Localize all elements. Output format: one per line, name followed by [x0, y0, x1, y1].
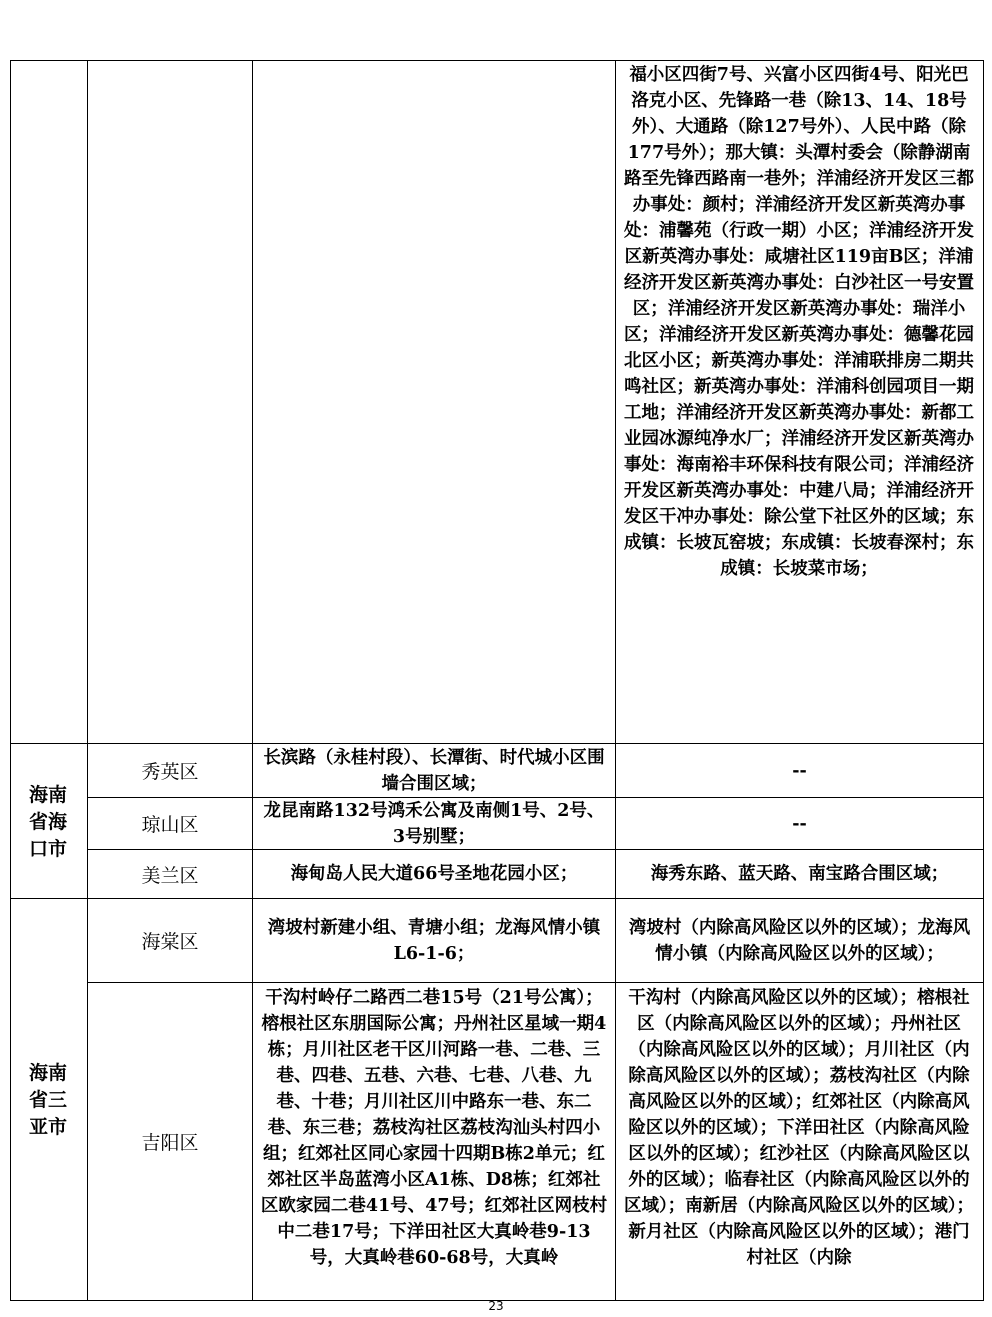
district-jiyang: 吉阳区	[141, 1132, 199, 1154]
district-xiuying: 秀英区	[141, 761, 199, 783]
district-haitang: 海棠区	[141, 931, 199, 953]
table-border-left	[10, 60, 11, 1301]
high-risk-qiongshan: 龙昆南路132号鸿禾公寓及南侧1号、2号、3号别墅；	[263, 800, 605, 847]
column-rule-3	[615, 60, 616, 1301]
province-haikou: 海南省海口市	[28, 783, 67, 860]
column-rule-2	[252, 60, 253, 1301]
high-risk-xiuying: 长滨路（永桂村段）、长潭街、时代城小区围墙合围区域；	[263, 747, 605, 794]
high-risk-jiyang: 干沟村岭仔二路西二巷15号（21号公寓）；榕根社区东朋国际公寓；丹州社区星域一期4栋；月川社区老干区川河路一巷、二巷、三巷、四巷、五巷、六巷、七巷、八巷、九巷、十巷；月川社区川中路东一巷、东二巷、东三巷；荔枝沟社区荔枝沟汕头村四小组；红郊社区同心家园十四期B栋2单元；红郊社区半岛蓝湾小区A1栋、D8栋；红郊社区欧家园二巷41号、47号；红郊社区网枝村中二巷17号；下洋田社区大真岭巷9-13号，大真岭巷60-68号，大真岭	[260, 988, 608, 1268]
medium-risk-jiyang: 干沟村（内除高风险区以外的区域）；榕根社区（内除高风险区以外的区域）；丹州社区（内除高风险区以外的区域）；月川社区（内除高风险区以外的区域）；荔枝沟社区（内除高风险区以外的区域）；红郊社区（内除高风险区以外的区域）；下洋田社区（内除高风险区以外的区域）；红沙社区（内除高风险区以外的区域）；临春社区（内除高风险区以外的区域）；南新居（内除高风险区以外的区域）；新月社区（内除高风险区以外的区域）；港门村社区（内除	[624, 988, 974, 1268]
high-risk-haitang: 湾坡村新建小组、青塘小组；龙海风情小镇L6-1-6；	[267, 917, 601, 964]
medium-risk-meilan: 海秀东路、蓝天路、南宝路合围区域；	[650, 864, 949, 884]
district-meilan: 美兰区	[141, 864, 199, 887]
medium-risk-qiongshan: --	[792, 813, 807, 834]
district-qiongshan: 琼山区	[141, 814, 199, 836]
table-border-right	[983, 60, 984, 1301]
high-risk-meilan: 海甸岛人民大道66号圣地花园小区；	[290, 864, 578, 884]
province-sanya: 海南省三亚市	[28, 1061, 67, 1138]
page-number: 23	[488, 1299, 504, 1313]
medium-risk-haitang: 湾坡村（内除高风险区以外的区域）；龙海风情小镇（内除高风险区以外的区域）；	[628, 917, 971, 964]
table-border-top	[10, 60, 984, 61]
continuation-medium-risk-text: 福小区四街7号、兴富小区四街4号、阳光巴洛克小区、先锋路一巷（除13、14、18号外）、大通路（除127号外）、人民中路（除177号外）；那大镇：头潭村委会（除静湖南路至先锋西路南一巷外；洋浦经济开发区三都办事处：颜村；洋浦经济开发区新英湾办事处：浦馨苑（行政一期）小区；洋浦经济开发区新英湾办事处：咸塘社区119亩B区；洋浦经济开发区新英湾办事处：白沙社区一号安置区；洋浦经济开发区新英湾办事处：瑞洋小区；洋浦经济开发区新英湾办事处：德馨花园北区小区；新英湾办事处：洋浦联排房二期共鸣社区；新英湾办事处：洋浦科创园项目一期工地；洋浦经济开发区新英湾办事处：新都工业园冰源纯净水厂；洋浦经济开发区新英湾办事处：海南裕丰环保科技有限公司；洋浦经济开发区新英湾办事处：中建八局；洋浦经济开发区干冲办事处：除公堂下社区外的区域；东成镇：长坡瓦窑坡；东成镇：长坡春深村；东成镇：长坡菜市场；	[624, 65, 974, 579]
medium-risk-xiuying: --	[792, 760, 807, 781]
